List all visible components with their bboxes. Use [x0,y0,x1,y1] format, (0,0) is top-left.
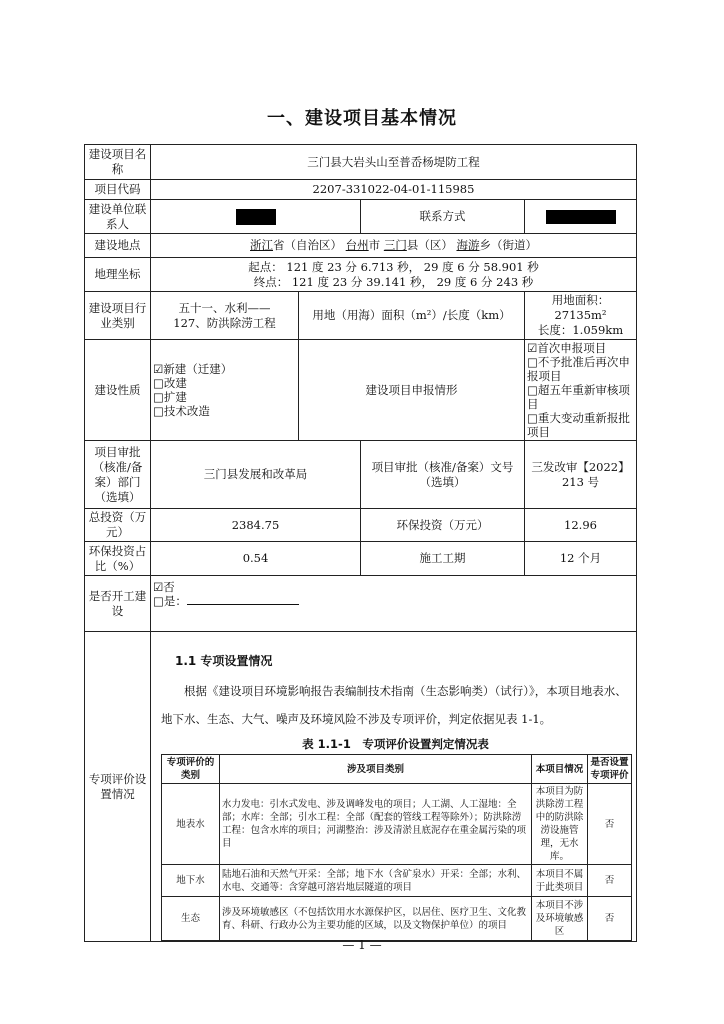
row-investment [85,509,637,542]
sub-header-type: 专项评价的类别 [162,755,220,784]
ratio-label: 环保投资占比（%） [85,542,151,576]
row-unit [85,200,637,234]
table-row [162,865,632,897]
special-paragraph: 根据《建设项目环境影响报告表编制技术指南（生态影响类）（试行）》，本项目地表水、地下水、生态、大气、噪声及环境风险不涉及专项评价，判定依据见表 1-1。 [161,684,627,726]
sub-cell-result: 否 [588,865,632,897]
approval-label: 项目审批（核准/备案）部门（选填） [85,441,151,509]
land-length: 长度：1.059km [537,323,624,337]
contact-label: 联系方式 [361,200,525,234]
special-eval-table [161,754,632,941]
sub-cell-result: 否 [588,897,632,941]
special-content [151,632,637,942]
land-area: 用地面积：27135m² [551,293,610,322]
coords-start: 起点： 121 度 23 分 6.713 秒， 29 度 6 分 58.901 秒 [248,259,539,274]
county-suffix: 县（区） [406,238,453,252]
nature-options [151,340,299,441]
project-name-label: 建设项目名称 [85,145,151,180]
special-label: 专项评价设置情况 [85,632,151,942]
land-value [525,292,637,340]
row-nature [85,340,637,441]
sub-cell-type: 地下水 [162,865,220,897]
checkbox-not-started[interactable]: ☑否 [153,580,175,594]
row-coords [85,258,637,292]
row-industry [85,292,637,340]
approval-doc-no: 三发改审【2022】213 号 [525,441,637,509]
province: 浙江 [250,238,274,252]
checkbox-new[interactable]: ☑新建（迁建） [153,362,233,376]
started-value [151,576,637,632]
unit-value [151,200,361,234]
industry-value-line2: 127、防洪除涝工程 [173,315,276,330]
project-code-label: 项目代码 [85,180,151,200]
project-info-table [84,144,637,942]
page-title: 一、建设项目基本情况 [267,108,457,129]
investment-label: 总投资（万元） [85,509,151,542]
town-suffix: 乡（街道） [479,238,537,252]
table-row [162,784,632,865]
row-started [85,576,637,632]
redacted-block [236,209,276,225]
period-value: 12 个月 [525,542,637,576]
table-row [162,897,632,941]
apply-label: 建设项目申报情形 [299,340,525,441]
redacted-block [546,210,616,224]
sub-cell-type: 地表水 [162,784,220,865]
town: 海游 [456,238,480,252]
sub-cell-items: 水力发电：引水式发电、涉及调峰发电的项目；人工湖、人工湿地：全部；水库：全部；引水工程：全部（配套的管线工程等除外）；防洪除涝工程：包含水库的项目；河湖整治：涉及清淤且底泥存在重金属污染的项目 [220,784,532,865]
sub-cell-type: 生态 [162,897,220,941]
special-heading: 1.1 专项设置情况 [175,654,273,668]
location-label: 建设地点 [85,234,151,258]
checkbox-rebuild[interactable]: □改建 [153,376,187,390]
industry-value-line1: 五十一、水利—— [178,300,271,315]
row-project-name [85,145,637,180]
contact-value [525,200,637,234]
sub-header-items: 涉及项目类别 [220,755,532,784]
sub-cell-status: 本项目不属于此类项目 [532,865,588,897]
county: 三门 [383,238,407,252]
land-label: 用地（用海）面积（m²）/长度（km） [299,292,525,340]
coords-end: 终点： 121 度 23 分 39.141 秒， 29 度 6 分 243 秒 [253,274,534,289]
sub-cell-items: 陆地石油和天然气开采：全部；地下水（含矿泉水）开采：全部；水利、水电、交通等：含穿越可溶岩地层隧道的项目 [220,865,532,897]
sub-header-status: 本项目情况 [532,755,588,784]
special-table-caption: 表 1.1-1 专项评价设置判定情况表 [302,737,489,751]
approval-dept: 三门县发展和改革局 [151,441,361,509]
sub-cell-status: 本项目不涉及环境敏感区 [532,897,588,941]
started-label: 是否开工建设 [85,576,151,632]
project-name-value: 三门县大岩头山至普岙杨堤防工程 [151,145,637,180]
apply-options [525,340,637,441]
coords-label: 地理坐标 [85,258,151,292]
row-project-code [85,180,637,200]
checkbox-first[interactable]: ☑首次申报项目 [527,341,607,355]
row-approval [85,441,637,509]
sub-header-row [162,755,632,784]
page-number: — 1 — [342,938,382,952]
city-suffix: 市 [368,238,381,252]
checkbox-expand[interactable]: □扩建 [153,390,187,404]
checkbox-major-change[interactable]: □重大变动重新报批项目 [527,411,630,439]
sub-header-result: 是否设置专项评价 [588,755,632,784]
investment-value: 2384.75 [151,509,361,542]
province-suffix: 省（自治区） [273,238,343,252]
row-ratio [85,542,637,576]
industry-label: 建设项目行业类别 [85,292,151,340]
checkbox-started[interactable] [153,594,634,608]
coords-value [151,258,637,292]
checkbox-reapply[interactable]: □不予批准后再次申报项目 [527,355,630,383]
sub-cell-items: 涉及环境敏感区（不包括饮用水水源保护区，以居住、医疗卫生、文化教育、科研、行政办公为主要功能的区域，以及文物保护单位）的项目 [220,897,532,941]
nature-label: 建设性质 [85,340,151,441]
project-code-value: 2207-331022-04-01-115985 [151,180,637,200]
unit-label: 建设单位联系人 [85,200,151,234]
started-yes-label: □是： [153,594,187,608]
started-date-blank [187,594,299,605]
ratio-value: 0.54 [151,542,361,576]
row-location [85,234,637,258]
approval-doc-label: 项目审批（核准/备案）文号（选填） [361,441,525,509]
checkbox-five-year[interactable]: □超五年重新审核项目 [527,383,630,411]
city: 台州 [345,238,369,252]
env-investment-value: 12.96 [525,509,637,542]
row-special [85,632,637,942]
sub-cell-result: 否 [588,784,632,865]
env-investment-label: 环保投资（万元） [361,509,525,542]
period-label: 施工工期 [361,542,525,576]
industry-value [151,292,299,340]
checkbox-tech[interactable]: □技术改造 [153,404,210,418]
sub-cell-status: 本项目为防洪除涝工程中的防洪除涝设施管理，无水库。 [532,784,588,865]
location-value [151,234,637,258]
